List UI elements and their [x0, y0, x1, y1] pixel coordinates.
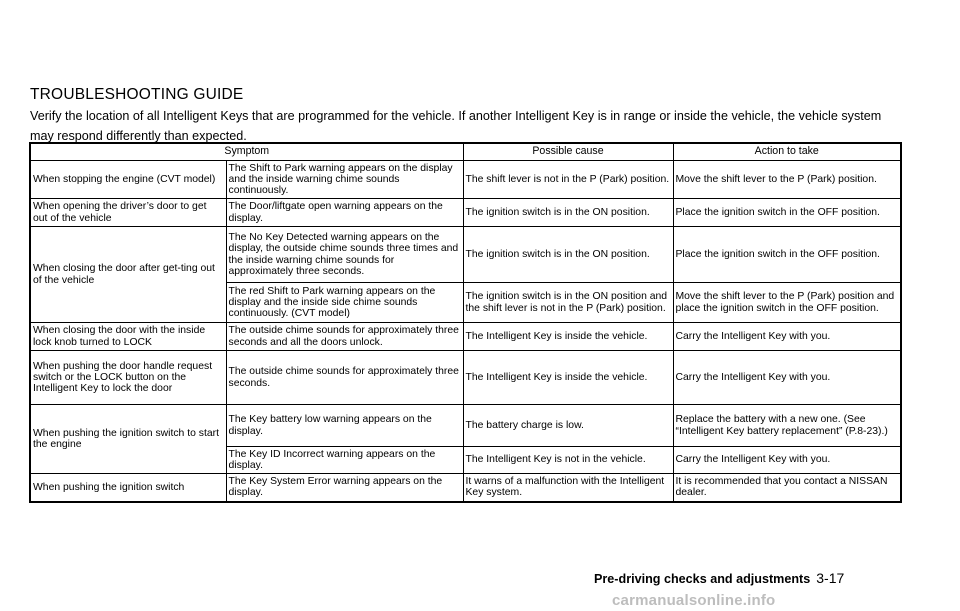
- cause-cell: The ignition switch is in the ON position.: [463, 199, 673, 227]
- symptom-cell: The Key ID Incorrect warning appears on the display.: [226, 447, 463, 474]
- table-row: [30, 474, 901, 502]
- table-row: [30, 161, 901, 199]
- header-symptom: Symptom: [30, 143, 463, 161]
- symptom-cell: The red Shift to Park warning appears on the display and the inside side chime sounds continuously. (CVT model): [226, 283, 463, 323]
- table-row: [30, 323, 901, 351]
- table-header-row: [30, 143, 901, 161]
- cause-cell: The shift lever is not in the P (Park) position.: [463, 161, 673, 199]
- cause-cell: The Intelligent Key is inside the vehicle.: [463, 351, 673, 405]
- section-heading: TROUBLESHOOTING GUIDE: [30, 86, 244, 103]
- cause-cell: The Intelligent Key is not in the vehicle.: [463, 447, 673, 474]
- situation-cell: When opening the driver’s door to get out of the vehicle: [30, 199, 226, 227]
- action-cell: It is recommended that you contact a NISSAN dealer.: [673, 474, 901, 502]
- intro-paragraph: Verify the location of all Intelligent Keys that are programmed for the vehicle. If another Intelligent Key is in range or inside the vehicle, the vehicle system may respond differently than expected.: [30, 109, 882, 143]
- cause-cell: The ignition switch is in the ON position.: [463, 227, 673, 283]
- situation-cell: When closing the door after get-ting out of the vehicle: [30, 227, 226, 323]
- header-possible-cause: Possible cause: [463, 143, 673, 161]
- cause-cell: The Intelligent Key is inside the vehicle.: [463, 323, 673, 351]
- cause-cell: The battery charge is low.: [463, 405, 673, 447]
- situation-cell: When closing the door with the inside lock knob turned to LOCK: [30, 323, 226, 351]
- situation-cell: When pushing the door handle request switch or the LOCK button on the Intelligent Key to lock the door: [30, 351, 226, 405]
- page-footer: [594, 570, 844, 586]
- symptom-cell: The Key battery low warning appears on the display.: [226, 405, 463, 447]
- symptom-cell: The outside chime sounds for approximately three seconds.: [226, 351, 463, 405]
- symptom-cell: The Key System Error warning appears on the display.: [226, 474, 463, 502]
- cause-cell: The ignition switch is in the ON position and the shift lever is not in the P (Park) position.: [463, 283, 673, 323]
- action-cell: Carry the Intelligent Key with you.: [673, 447, 901, 474]
- situation-cell: When stopping the engine (CVT model): [30, 161, 226, 199]
- troubleshooting-table: [29, 142, 902, 503]
- action-cell: Carry the Intelligent Key with you.: [673, 323, 901, 351]
- action-cell: Place the ignition switch in the OFF position.: [673, 227, 901, 283]
- table-row: [30, 405, 901, 447]
- table-row: [30, 351, 901, 405]
- situation-cell: When pushing the ignition switch: [30, 474, 226, 502]
- footer-section-title: Pre-driving checks and adjustments: [594, 572, 811, 586]
- symptom-cell: The Door/liftgate open warning appears on the display.: [226, 199, 463, 227]
- action-cell: Move the shift lever to the P (Park) position.: [673, 161, 901, 199]
- action-cell: Replace the battery with a new one. (See “Intelligent Key battery replacement” (P.8-23).): [673, 405, 901, 447]
- table-row: [30, 199, 901, 227]
- page-number: 3-17: [816, 570, 845, 586]
- action-cell: Place the ignition switch in the OFF position.: [673, 199, 901, 227]
- action-cell: Carry the Intelligent Key with you.: [673, 351, 901, 405]
- cause-cell: It warns of a malfunction with the Intelligent Key system.: [463, 474, 673, 502]
- symptom-cell: The outside chime sounds for approximately three seconds and all the doors unlock.: [226, 323, 463, 351]
- header-action: Action to take: [673, 143, 901, 161]
- symptom-cell: The Shift to Park warning appears on the display and the inside warning chime sounds continuously.: [226, 161, 463, 199]
- symptom-cell: The No Key Detected warning appears on the display, the outside chime sounds three times and the inside warning chime sounds for approximately three seconds.: [226, 227, 463, 283]
- table-row: [30, 227, 901, 283]
- situation-cell: When pushing the ignition switch to start the engine: [30, 405, 226, 474]
- watermark-text: carmanualsonline.info: [612, 592, 776, 609]
- action-cell: Move the shift lever to the P (Park) position and place the ignition switch in the OFF position.: [673, 283, 901, 323]
